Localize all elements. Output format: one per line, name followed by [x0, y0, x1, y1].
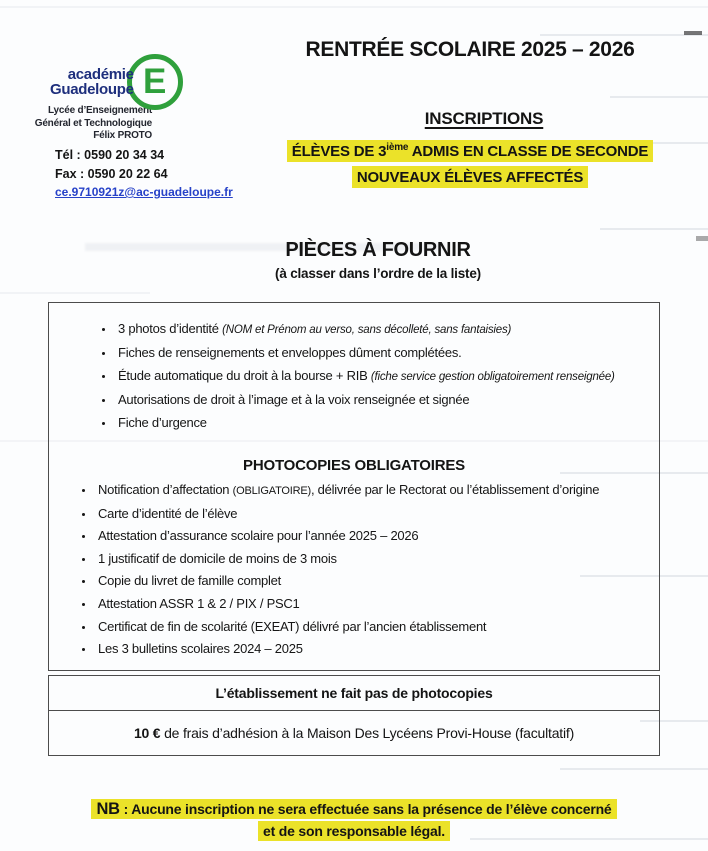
school-name-line2: Général et Technologique	[34, 117, 152, 129]
ordinal-superscript: ième	[386, 142, 409, 153]
item-caps: (OBLIGATOIRE)	[232, 484, 311, 497]
photocopies-heading: PHOTOCOPIES OBLIGATOIRES	[243, 456, 465, 474]
logo-letter: E	[143, 61, 167, 101]
nb-line1: NB : Aucune inscription ne sera effectuée sans la présence de l’élève concerné	[0, 799, 708, 820]
phone-number: Tél : 0590 20 34 34	[55, 148, 165, 162]
fax-number: Fax : 0590 20 22 64	[55, 166, 168, 181]
section-title: PIÈCES À FOURNIR	[285, 239, 471, 261]
school-name-line3: Félix PROTO	[93, 130, 152, 141]
nb-notice	[0, 799, 708, 842]
list-item: • Copie du livret de famille complet	[95, 570, 659, 593]
list-item: • Autorisations de droit à l’image et à la voix renseignée et signée	[115, 389, 659, 413]
new-students-banner: NOUVEAUX ÉLÈVES AFFECTÉS	[248, 169, 692, 186]
scan-streak	[540, 34, 708, 36]
list-item: • 3 photos d’identité (NOM et Prénom au verso, sans décolleté, sans fantaisies)	[115, 318, 659, 342]
no-photocopies-row: L’établissement ne fait pas de photocopies	[48, 675, 660, 711]
documents-checklist-box	[48, 302, 660, 671]
list-item: • Carte d’identité de l’élève	[95, 503, 659, 526]
list-item: • Attestation d’assurance scolaire pour l’année 2025 – 2026	[95, 525, 659, 548]
page-title: RENTRÉE SCOLAIRE 2025 – 2026	[305, 38, 635, 61]
item-note: (NOM et Prénom au verso, sans décolleté, sans fantaisies)	[222, 324, 512, 336]
document-header	[248, 38, 692, 186]
school-name-line1: Lycée d’Enseignement	[48, 105, 152, 116]
list-item: • Notification d’affectation (OBLIGATOIRE), délivrée par le Rectorat ou l’établissement d’origine	[95, 479, 659, 503]
contact-block	[55, 146, 233, 202]
list-item: • Fiches de renseignements et enveloppes dûment complétées.	[115, 342, 659, 366]
item-note: (fiche service gestion obligatoirement renseignée)	[370, 371, 615, 384]
membership-fee-row: 10 € de frais d’adhésion à la Maison Des Lycéens Provi-House (facultatif)	[48, 711, 660, 756]
list-item: • Attestation ASSR 1 & 2 / PIX / PSC1	[95, 593, 659, 616]
list-item: • Certificat de fin de scolarité (EXEAT) délivré par l’ancien établissement	[95, 616, 659, 639]
academy-e-icon	[127, 54, 183, 110]
pieces-section-heading	[48, 239, 708, 281]
scan-streak	[600, 228, 708, 230]
inscriptions-heading: INSCRIPTIONS	[424, 109, 544, 128]
school-name	[28, 105, 152, 143]
list-item: • 1 justificatif de domicile de moins de 3 mois	[95, 548, 659, 571]
nb-line2: et de son responsable légal.	[0, 821, 708, 842]
documents-list	[49, 318, 659, 436]
admitted-students-banner: ÉLÈVES DE 3ième ADMIS EN CLASSE DE SECONDE	[248, 142, 692, 160]
nb-label: NB	[96, 800, 120, 818]
scan-streak	[0, 6, 708, 8]
list-item: • Fiche d’urgence	[115, 412, 659, 436]
email-link[interactable]: ce.9710921z@ac-guadeloupe.fr	[55, 185, 233, 199]
academy-logo-text	[50, 67, 134, 97]
photocopies-list	[49, 479, 659, 661]
academy-name-line1: académie	[67, 66, 134, 83]
list-item: • Étude automatique du droit à la bourse + RIB (fiche service gestion obligatoirement renseignée)	[115, 365, 659, 389]
section-subtitle: (à classer dans l’ordre de la liste)	[275, 266, 481, 281]
scan-mark	[684, 31, 702, 35]
fee-amount: 10 €	[133, 724, 161, 741]
academy-name-line2: Guadeloupe	[50, 81, 134, 98]
academy-logo	[50, 54, 183, 110]
list-item: • Les 3 bulletins scolaires 2024 – 2025	[95, 638, 659, 661]
scan-streak	[560, 768, 708, 770]
scan-streak	[0, 292, 150, 294]
